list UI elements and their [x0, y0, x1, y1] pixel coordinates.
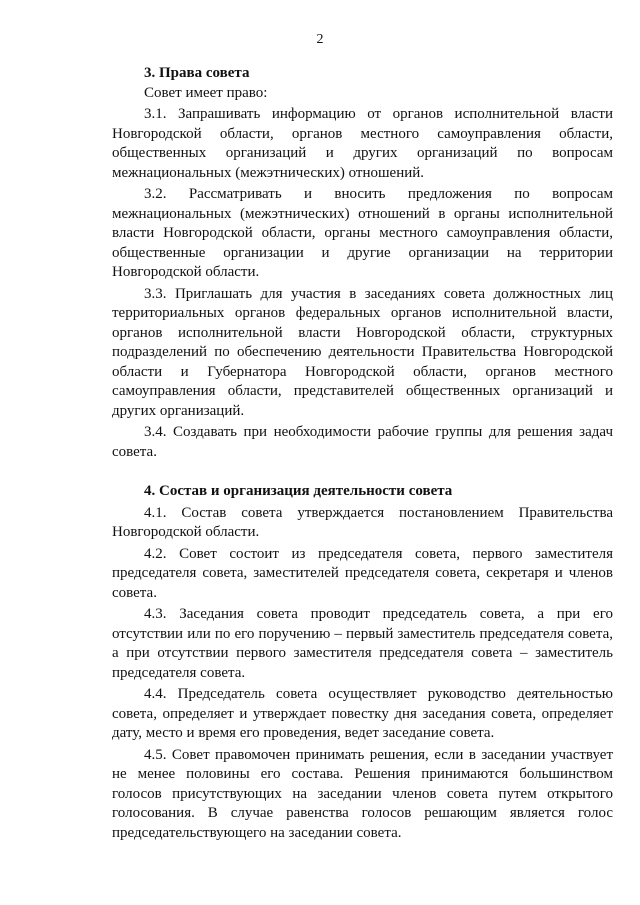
page-number: 2	[316, 32, 324, 47]
paragraph-4-4: 4.4. Председатель совета осуществляет руководство деятельностью совета, определяет и утверждает повестку дня заседания совета, определяет дату, место и время его проведения, ведет заседание совета.	[112, 686, 613, 741]
paragraph-3-3: 3.3. Приглашать для участия в заседаниях совета должностных лиц территориальных органов федеральных органов исполнительной власти, органов исполнительной власти Новгородской области, структурных подразделений по обеспечению деятельности Правительства Новгородской области и Губернатора Новгородской области, органов местного самоуправления области, представителей общественных организаций и других организаций.	[112, 285, 613, 419]
paragraph-4-2: 4.2. Совет состоит из председателя совета, первого заместителя председателя совета, заместителей председателя совета, секретаря и членов совета.	[112, 545, 613, 601]
paragraph-4-5: 4.5. Совет правомочен принимать решения, если в заседании участвует не менее половины его состава. Решения принимаются большинством голосов присутствующих на заседании членов совета путем открытого голосования. В случае равенства голосов решающим является голос председательствующего на заседании совета.	[112, 746, 613, 841]
section-rights	[112, 64, 613, 462]
section-spacer	[112, 462, 613, 482]
document-body	[112, 64, 613, 843]
paragraph-4-3: 4.3. Заседания совета проводит председатель совета, а при его отсутствии или по его поручению – первый заместитель председателя совета, а при отсутствии первого заместителя председателя совета – заместитель председателя совета.	[112, 606, 613, 681]
section-composition	[112, 482, 613, 843]
section-heading-rights: 3. Права совета	[144, 65, 250, 81]
section-heading-composition: 4. Состав и организация деятельности совета	[144, 483, 453, 499]
paragraph-3-4: 3.4. Создавать при необходимости рабочие группы для решения задач совета.	[112, 424, 613, 460]
paragraph-3-1: 3.1. Запрашивать информацию от органов исполнительной власти Новгородской области, органов местного самоуправления области, общественных организаций и других организаций по вопросам межнациональных (межэтнических) отношений.	[112, 106, 613, 181]
paragraph-3-2: 3.2. Рассматривать и вносить предложения по вопросам межнациональных (межэтнических) отношений в органы исполнительной власти Новгородской области, органы местного самоуправления области, общественные организации и другие организации на территории Новгородской области.	[112, 186, 613, 280]
section-intro: Совет имеет право:	[144, 84, 268, 101]
paragraph-4-1: 4.1. Состав совета утверждается постановлением Правительства Новгородской области.	[112, 504, 613, 540]
